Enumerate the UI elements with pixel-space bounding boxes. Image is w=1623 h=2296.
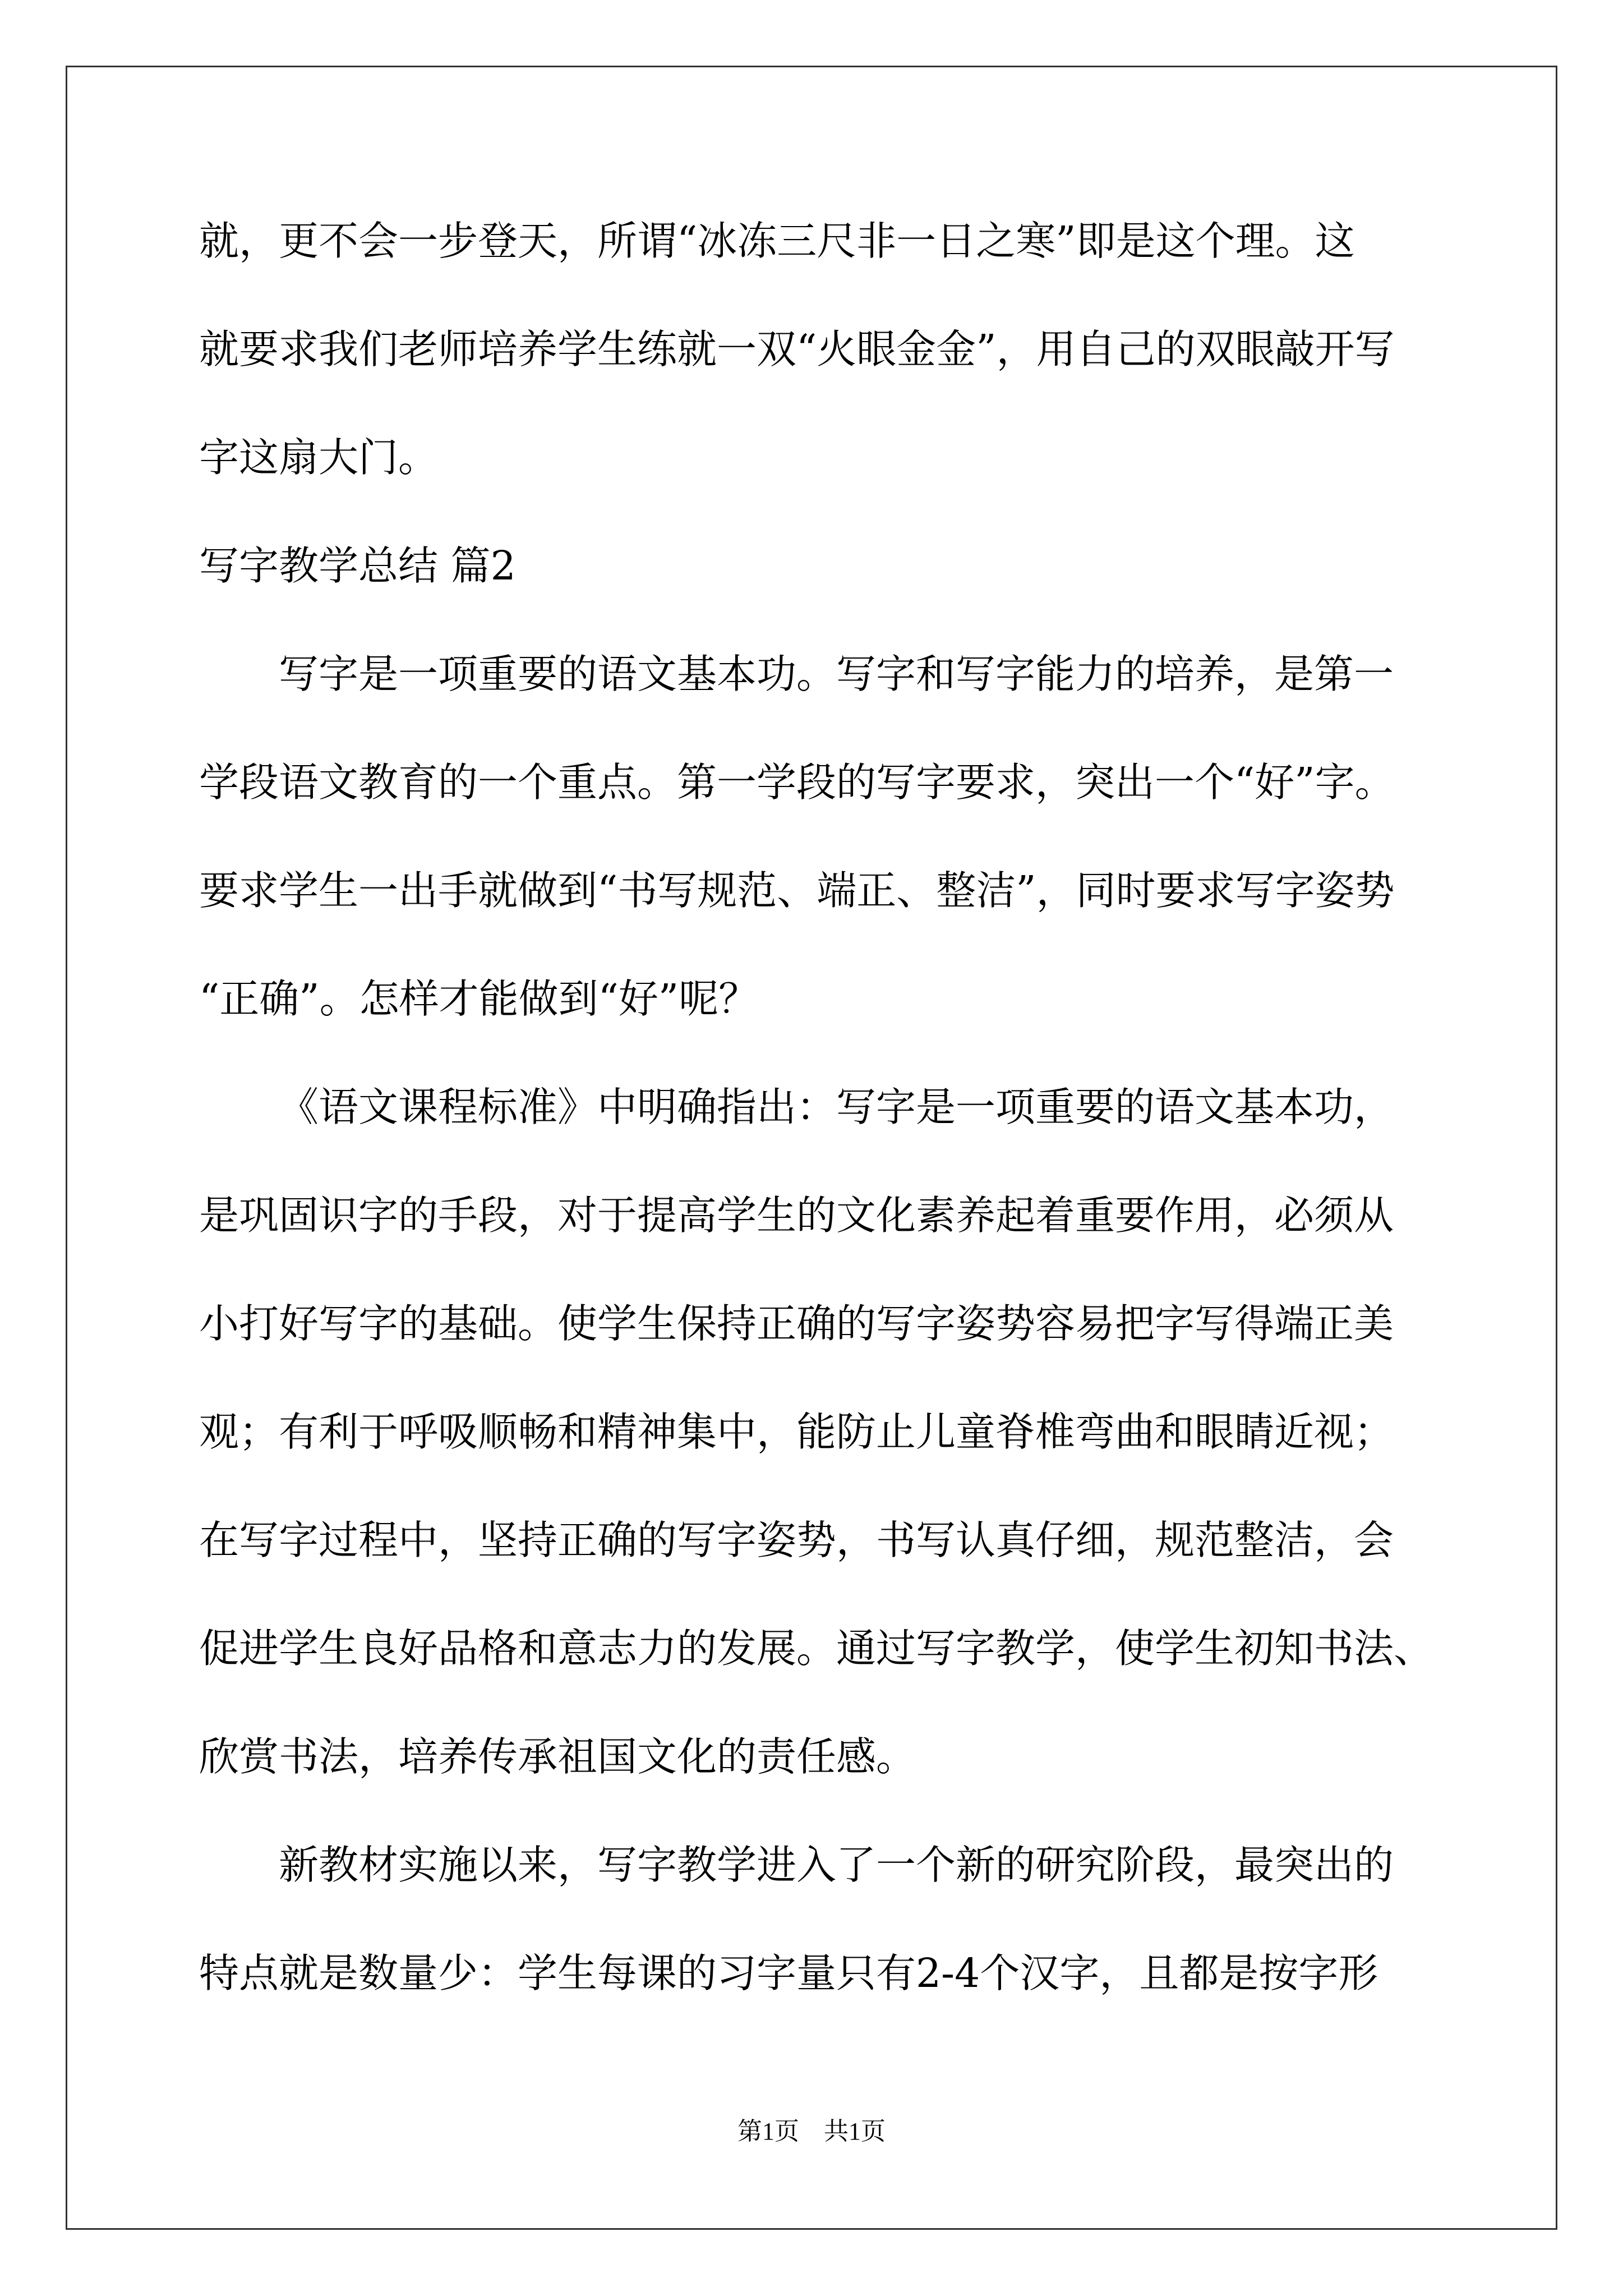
section-heading: 写字教学总结 篇2: [199, 542, 516, 589]
text-line: 欣赏书法，培养传承祖国文化的责任感。: [199, 1733, 916, 1780]
text-line: 新教材实施以来，写字教学进入了一个新的研究阶段，最突出的: [279, 1842, 1394, 1888]
text-line: “正确”。怎样才能做到“好”呢？: [199, 976, 759, 1022]
text-line: 写字是一项重要的语文基本功。写字和写字能力的培养，是第一: [279, 651, 1394, 697]
text-line: 就要求我们老师培养学生练就一双“火眼金金”，用自己的双眼敲开写: [199, 326, 1395, 372]
page-border: [66, 66, 1557, 2230]
text-line: 小打好写字的基础。使学生保持正确的写字姿势容易把字写得端正美: [199, 1300, 1394, 1347]
text-line: 就，更不会一步登天，所谓“冰冻三尺非一日之寒”即是这个理。这: [199, 218, 1355, 264]
text-line: 字这扇大门。: [199, 434, 439, 481]
text-line: 观；有利于呼吸顺畅和精神集中，能防止儿童脊椎弯曲和眼睛近视；: [199, 1409, 1394, 1455]
text-line: 特点就是数量少：学生每课的习字量只有2-4个汉字，且都是按字形: [199, 1950, 1378, 1996]
text-line: 在写字过程中，坚持正确的写字姿势，书写认真仔细，规范整洁，会: [199, 1517, 1394, 1563]
text-line: 要求学生一出手就做到“书写规范、端正、整洁”，同时要求写字姿势: [199, 867, 1395, 914]
text-line: 是巩固识字的手段，对于提高学生的文化素养起着重要作用，必须从: [199, 1192, 1394, 1239]
text-line: 促进学生良好品格和意志力的发展。通过写字教学，使学生初知书法、: [199, 1625, 1434, 1672]
page-footer: 第1页 共1页: [737, 2118, 886, 2145]
text-line: 学段语文教育的一个重点。第一学段的写字要求，突出一个“好”字。: [199, 759, 1395, 806]
text-line: 《语文课程标准》中明确指出：写字是一项重要的语文基本功，: [279, 1084, 1394, 1130]
